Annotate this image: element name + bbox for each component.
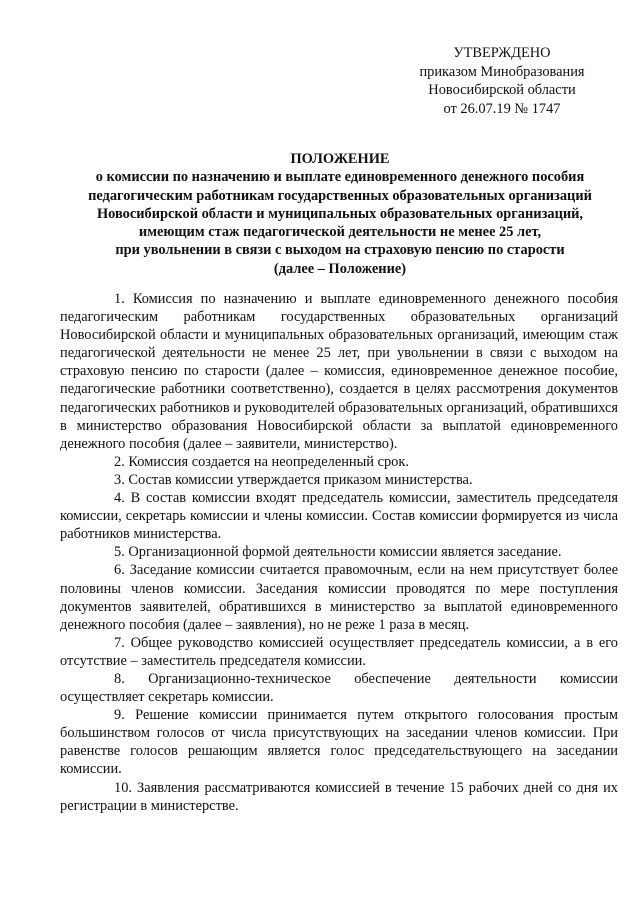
- paragraph-1: 1. Комиссия по назначению и выплате единовременного денежного пособия педагогическим работникам государственных образовательных организаций Новосибирской области и муниципальных образовательных организаций, имеющим стаж педагогической деятельности не менее 25 лет, при увольнении в связи с выходом на страховую пенсию по старости (далее – комиссия, единовременное денежное пособие, педагогические работники соответственно), создается в целях рассмотрения документов педагогических работников и руководителей образовательных организаций, обратившихся в министерство образования Новосибирской области за выплатой единовременного денежного пособия (далее – заявители, министерство).: [60, 291, 618, 452]
- title-heading: ПОЛОЖЕНИЕ: [290, 151, 390, 167]
- paragraph-10: 10. Заявления рассматриваются комиссией в течение 15 рабочих дней со дня их регистрации в министерстве.: [60, 779, 618, 814]
- title-line: о комиссии по назначению и выплате единовременного денежного пособия: [95, 169, 585, 186]
- paragraph-3: 3. Состав комиссии утверждается приказом министерства.: [114, 471, 473, 488]
- paragraph-2: 2. Комиссия создается на неопределенный срок.: [114, 453, 409, 470]
- document-title: [60, 150, 620, 278]
- title-line: педагогическим работникам государственных образовательных организаций: [88, 187, 592, 204]
- title-line: при увольнении в связи с выходом на страховую пенсию по старости: [115, 242, 565, 259]
- approval-line: от 26.07.19 № 1747: [443, 100, 561, 117]
- approval-line: УТВЕРЖДЕНО: [453, 45, 551, 61]
- title-line: (далее – Положение): [273, 260, 407, 277]
- paragraph-6: 6. Заседание комиссии считается правомочным, если на нем присутствует более половины членов комиссии. Заседания комиссии проводятся по мере поступления документов заявителей, обратившихся в министерство за выплатой единовременного денежного пособия (далее – заявления), но не реже 1 раза в месяц.: [60, 562, 618, 633]
- title-line: Новосибирской области и муниципальных образовательных организаций,: [96, 205, 584, 222]
- approval-line: Новосибирской области: [428, 82, 576, 98]
- paragraph-4: 4. В состав комиссии входят председатель комиссии, заместитель председателя комиссии, секретарь комиссии и члены комиссии. Состав комиссии формируется из числа работников министерства.: [60, 490, 618, 543]
- approval-line: приказом Минобразования: [419, 63, 585, 80]
- paragraph-8: 8. Организационно-техническое обеспечение деятельности комиссии осуществляет секретарь комиссии.: [60, 670, 618, 706]
- document-body: [60, 290, 618, 815]
- approval-stamp: [392, 44, 612, 118]
- paragraph-5: 5. Организационной формой деятельности комиссии является заседание.: [114, 544, 562, 561]
- paragraph-7: 7. Общее руководство комиссией осуществляет председатель комиссии, а в его отсутствие – заместитель председателя комиссии.: [60, 634, 618, 669]
- title-line: имеющим стаж педагогической деятельности не менее 25 лет,: [138, 224, 542, 241]
- paragraph-9: 9. Решение комиссии принимается путем открытого голосования простым большинством голосов от числа присутствующих на заседании членов комиссии. При равенстве голосов решающим является голос председательствующего на заседании комиссии.: [60, 707, 618, 778]
